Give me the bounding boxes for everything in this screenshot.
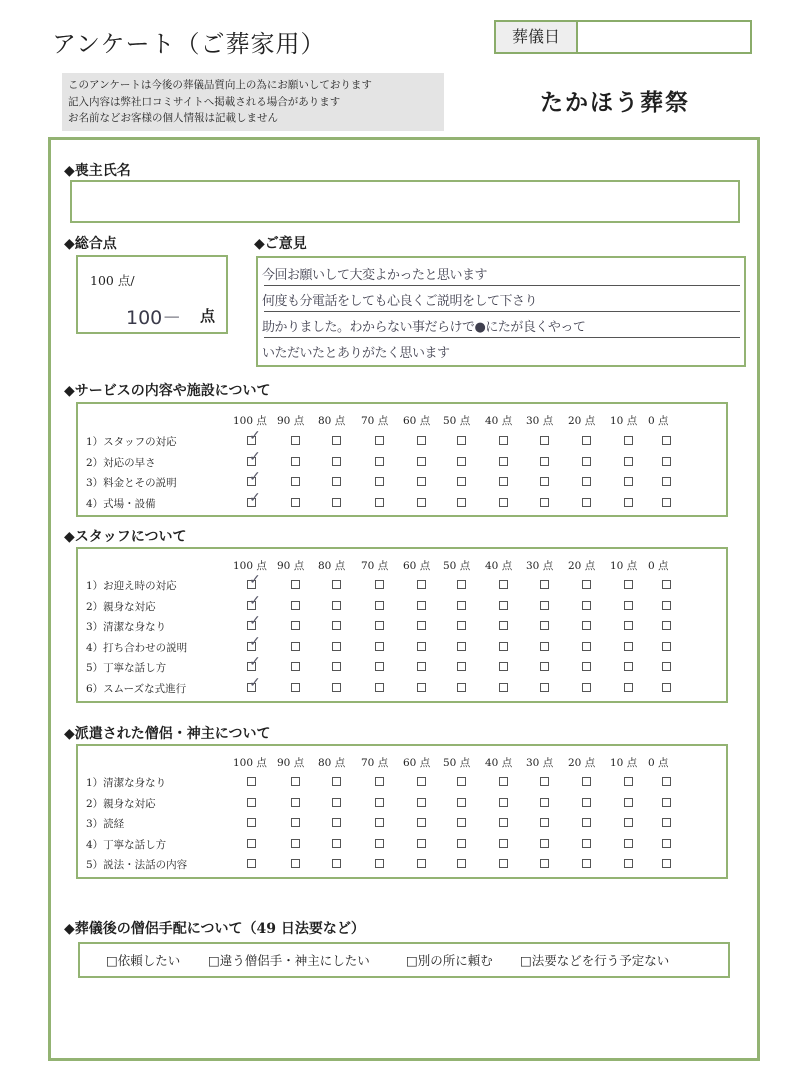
rating-checkbox[interactable] — [540, 436, 549, 445]
rating-checkbox[interactable] — [582, 621, 591, 630]
opinion-rule — [264, 285, 740, 286]
rating-checkbox[interactable] — [662, 580, 671, 589]
rating-checkbox[interactable] — [662, 621, 671, 630]
rating-checkbox[interactable] — [375, 839, 384, 848]
rating-checkbox[interactable] — [499, 777, 508, 786]
rating-checkbox[interactable] — [247, 642, 256, 651]
score-column-header: 20 点 — [568, 560, 596, 572]
score-column-header: 30 点 — [526, 757, 554, 769]
rating-checkbox[interactable] — [375, 777, 384, 786]
rating-checkbox[interactable] — [375, 498, 384, 507]
rating-checkbox[interactable] — [499, 580, 508, 589]
rating-checkbox[interactable] — [662, 777, 671, 786]
rating-checkbox[interactable] — [624, 662, 633, 671]
after-funeral-options — [78, 942, 730, 978]
rating-checkbox[interactable] — [457, 436, 466, 445]
option-request[interactable]: □依頼したい — [106, 953, 181, 968]
rating-checkbox[interactable] — [332, 621, 341, 630]
funeral-date-label: 葬儀日 — [496, 22, 578, 52]
rating-checkbox[interactable] — [582, 662, 591, 671]
option-different-priest[interactable]: □違う僧侶手・神主にしたい — [208, 953, 370, 968]
rating-checkbox[interactable] — [375, 642, 384, 651]
rating-checkbox[interactable] — [332, 601, 341, 610]
rating-checkbox[interactable] — [417, 777, 426, 786]
after-funeral-label: ◆葬儀後の僧侶手配について（49 日法要など） — [64, 921, 365, 937]
rating-checkbox[interactable] — [662, 859, 671, 868]
rating-checkbox[interactable] — [457, 662, 466, 671]
rating-checkbox[interactable] — [540, 662, 549, 671]
rating-checkbox[interactable] — [417, 683, 426, 692]
rating-checkbox[interactable] — [417, 580, 426, 589]
notice-line: お名前などお客様の個人情報は記載しません — [68, 112, 278, 124]
rating-checkbox[interactable] — [247, 457, 256, 466]
service-section-label: ◆サービスの内容や施設について — [64, 383, 271, 399]
rating-checkbox[interactable] — [332, 436, 341, 445]
rating-checkbox[interactable] — [417, 839, 426, 848]
rating-checkbox[interactable] — [540, 642, 549, 651]
rating-checkbox[interactable] — [332, 498, 341, 507]
score-column-header: 0 点 — [648, 757, 669, 769]
rating-item-label: 1）スタッフの対応 — [86, 436, 177, 448]
rating-checkbox[interactable] — [624, 477, 633, 486]
rating-checkbox[interactable] — [457, 601, 466, 610]
rating-checkbox[interactable] — [499, 642, 508, 651]
rating-checkbox[interactable] — [457, 498, 466, 507]
funeral-date-field[interactable] — [494, 20, 752, 54]
rating-checkbox[interactable] — [291, 859, 300, 868]
rating-item-label: 4）丁寧な話し方 — [86, 838, 167, 851]
score-column-header: 10 点 — [610, 757, 638, 769]
score-column-header: 50 点 — [443, 415, 471, 427]
rating-checkbox[interactable] — [417, 859, 426, 868]
rating-checkbox[interactable] — [457, 477, 466, 486]
rating-checkbox[interactable] — [540, 621, 549, 630]
rating-checkbox[interactable] — [662, 662, 671, 671]
rating-checkbox[interactable] — [332, 580, 341, 589]
rating-checkbox[interactable] — [457, 621, 466, 630]
rating-checkbox[interactable] — [332, 777, 341, 786]
opinion-rule — [264, 311, 740, 312]
rating-checkbox[interactable] — [375, 683, 384, 692]
rating-checkbox[interactable] — [582, 436, 591, 445]
rating-checkbox[interactable] — [540, 477, 549, 486]
rating-checkbox[interactable] — [499, 436, 508, 445]
rating-checkbox[interactable] — [499, 457, 508, 466]
rating-item-label: 2）対応の早さ — [86, 456, 156, 469]
rating-checkbox[interactable] — [332, 662, 341, 671]
rating-checkbox[interactable] — [417, 477, 426, 486]
rating-checkbox[interactable] — [291, 477, 300, 486]
rating-item-label: 4）式場・設備 — [86, 497, 156, 510]
score-column-header: 50 点 — [443, 560, 471, 572]
rating-checkbox[interactable] — [540, 818, 549, 827]
opinion-label: ◆ご意見 — [254, 236, 307, 252]
rating-checkbox[interactable] — [662, 436, 671, 445]
rating-checkbox[interactable] — [417, 662, 426, 671]
rating-checkbox[interactable] — [624, 498, 633, 507]
rating-checkbox[interactable] — [540, 580, 549, 589]
score-column-header: 40 点 — [485, 757, 513, 769]
rating-checkbox[interactable] — [582, 498, 591, 507]
rating-checkbox[interactable] — [375, 580, 384, 589]
privacy-notice — [62, 73, 444, 131]
rating-checkbox[interactable] — [417, 798, 426, 807]
rating-checkbox[interactable] — [624, 859, 633, 868]
rating-item-label: 5）説法・法話の内容 — [86, 859, 188, 871]
rating-checkbox[interactable] — [375, 436, 384, 445]
rating-item-label: 1）清潔な身なり — [86, 777, 167, 789]
rating-checkbox[interactable] — [247, 601, 256, 610]
rating-checkbox[interactable] — [332, 457, 341, 466]
company-name: たかほう葬祭 — [540, 89, 690, 116]
rating-checkbox[interactable] — [582, 457, 591, 466]
rating-checkbox[interactable] — [540, 498, 549, 507]
rating-checkbox[interactable] — [624, 839, 633, 848]
rating-checkbox[interactable] — [247, 436, 256, 445]
rating-checkbox[interactable] — [582, 798, 591, 807]
opinion-line: いただいたとありがたく思います — [262, 346, 450, 361]
rating-checkbox[interactable] — [291, 818, 300, 827]
score-column-header: 80 点 — [318, 560, 346, 572]
rating-item-label: 2）親身な対応 — [86, 797, 156, 810]
rating-checkbox[interactable] — [457, 839, 466, 848]
rating-checkbox[interactable] — [624, 777, 633, 786]
score-column-header: 30 点 — [526, 415, 554, 427]
total-score-unit: 点 — [200, 307, 216, 325]
rating-checkbox[interactable] — [332, 798, 341, 807]
opinion-line: 今回お願いして大変よかったと思います — [262, 268, 488, 283]
score-column-header: 50 点 — [443, 757, 471, 769]
opinion-rule — [264, 337, 740, 338]
rating-checkbox[interactable] — [375, 457, 384, 466]
rating-checkbox[interactable] — [499, 621, 508, 630]
rating-checkbox[interactable] — [375, 798, 384, 807]
rating-checkbox[interactable] — [499, 839, 508, 848]
rating-checkbox[interactable] — [457, 683, 466, 692]
score-column-header: 70 点 — [361, 415, 389, 427]
rating-checkbox[interactable] — [540, 798, 549, 807]
score-column-header: 100 点 — [233, 757, 267, 769]
rating-checkbox[interactable] — [291, 436, 300, 445]
rating-checkbox[interactable] — [291, 457, 300, 466]
notice-line: このアンケートは今後の葬儀品質向上の為にお願いしております — [68, 79, 372, 91]
rating-checkbox[interactable] — [332, 859, 341, 868]
rating-checkbox[interactable] — [375, 477, 384, 486]
rating-checkbox[interactable] — [417, 818, 426, 827]
rating-checkbox[interactable] — [662, 601, 671, 610]
rating-checkbox[interactable] — [582, 839, 591, 848]
score-column-header: 60 点 — [403, 560, 431, 572]
rating-checkbox[interactable] — [457, 777, 466, 786]
chief-mourner-label: ◆喪主氏名 — [64, 163, 131, 179]
total-score-field[interactable] — [76, 255, 228, 334]
rating-checkbox[interactable] — [499, 477, 508, 486]
rating-item-label: 2）親身な対応 — [86, 600, 156, 613]
score-column-header: 70 点 — [361, 560, 389, 572]
rating-checkbox[interactable] — [624, 642, 633, 651]
score-column-header: 90 点 — [277, 415, 305, 427]
rating-checkbox[interactable] — [582, 642, 591, 651]
rating-checkbox[interactable] — [247, 818, 256, 827]
rating-checkbox[interactable] — [375, 621, 384, 630]
rating-checkbox[interactable] — [457, 580, 466, 589]
rating-checkbox[interactable] — [457, 798, 466, 807]
rating-checkbox[interactable] — [375, 601, 384, 610]
rating-checkbox[interactable] — [540, 601, 549, 610]
rating-checkbox[interactable] — [247, 683, 256, 692]
score-column-header: 80 点 — [318, 415, 346, 427]
rating-checkbox[interactable] — [291, 498, 300, 507]
rating-checkbox[interactable] — [291, 839, 300, 848]
total-score-label: ◆総合点 — [64, 236, 117, 252]
survey-title: アンケート（ご葬家用） — [52, 30, 326, 58]
opinion-line: 助かりました。わからない事だらけで●にたが良くやって — [262, 320, 586, 335]
rating-checkbox[interactable] — [332, 818, 341, 827]
rating-checkbox[interactable] — [247, 662, 256, 671]
rating-checkbox[interactable] — [247, 477, 256, 486]
rating-item-label: 6）スムーズな式進行 — [86, 682, 187, 695]
rating-checkbox[interactable] — [291, 683, 300, 692]
score-column-header: 10 点 — [610, 415, 638, 427]
rating-checkbox[interactable] — [540, 683, 549, 692]
score-column-header: 60 点 — [403, 757, 431, 769]
priest-section-label: ◆派遣された僧侶・神主について — [64, 726, 271, 742]
score-column-header: 80 点 — [318, 757, 346, 769]
score-column-header: 100 点 — [233, 560, 267, 572]
rating-item-label: 3）清潔な身なり — [86, 621, 167, 633]
rating-checkbox[interactable] — [662, 477, 671, 486]
score-column-header: 70 点 — [361, 757, 389, 769]
rating-checkbox[interactable] — [375, 859, 384, 868]
rating-checkbox[interactable] — [662, 798, 671, 807]
score-column-header: 100 点 — [233, 415, 267, 427]
score-column-header: 40 点 — [485, 415, 513, 427]
rating-checkbox[interactable] — [499, 859, 508, 868]
score-column-header: 30 点 — [526, 560, 554, 572]
rating-checkbox[interactable] — [540, 859, 549, 868]
rating-checkbox[interactable] — [582, 580, 591, 589]
rating-checkbox[interactable] — [247, 798, 256, 807]
rating-checkbox[interactable] — [247, 580, 256, 589]
rating-checkbox[interactable] — [624, 798, 633, 807]
rating-item-label: 3）料金とその説明 — [86, 477, 177, 489]
rating-checkbox[interactable] — [499, 818, 508, 827]
rating-checkbox[interactable] — [291, 580, 300, 589]
rating-checkbox[interactable] — [499, 683, 508, 692]
rating-checkbox[interactable] — [457, 642, 466, 651]
option-no-plan[interactable]: □法要などを行う予定ない — [520, 953, 670, 968]
rating-checkbox[interactable] — [332, 642, 341, 651]
staff-section-label: ◆スタッフについて — [64, 529, 187, 545]
rating-checkbox[interactable] — [624, 621, 633, 630]
rating-checkbox[interactable] — [582, 477, 591, 486]
rating-checkbox[interactable] — [291, 798, 300, 807]
rating-checkbox[interactable] — [247, 839, 256, 848]
rating-checkbox[interactable] — [624, 601, 633, 610]
rating-checkbox[interactable] — [624, 436, 633, 445]
rating-checkbox[interactable] — [417, 457, 426, 466]
notice-line: 記入内容は弊社口コミサイトへ掲載される場合があります — [68, 95, 341, 108]
rating-checkbox[interactable] — [624, 683, 633, 692]
rating-checkbox[interactable] — [291, 777, 300, 786]
rating-checkbox[interactable] — [291, 601, 300, 610]
rating-checkbox[interactable] — [417, 601, 426, 610]
rating-item-label: 5）丁寧な話し方 — [86, 662, 167, 674]
rating-checkbox[interactable] — [499, 498, 508, 507]
rating-checkbox[interactable] — [291, 621, 300, 630]
rating-checkbox[interactable] — [417, 642, 426, 651]
rating-checkbox[interactable] — [375, 818, 384, 827]
rating-checkbox[interactable] — [332, 683, 341, 692]
rating-checkbox[interactable] — [499, 662, 508, 671]
rating-checkbox[interactable] — [624, 580, 633, 589]
rating-checkbox[interactable] — [332, 839, 341, 848]
score-column-header: 10 点 — [610, 560, 638, 572]
total-score-max: 100 点/ — [90, 273, 135, 288]
score-column-header: 40 点 — [485, 560, 513, 572]
score-column-header: 60 点 — [403, 415, 431, 427]
rating-checkbox[interactable] — [457, 457, 466, 466]
rating-checkbox[interactable] — [582, 818, 591, 827]
rating-checkbox[interactable] — [457, 859, 466, 868]
rating-checkbox[interactable] — [540, 777, 549, 786]
rating-checkbox[interactable] — [375, 662, 384, 671]
rating-checkbox[interactable] — [417, 621, 426, 630]
chief-mourner-field[interactable] — [70, 180, 740, 223]
rating-checkbox[interactable] — [291, 662, 300, 671]
rating-checkbox[interactable] — [662, 642, 671, 651]
rating-item-label: 4）打ち合わせの説明 — [86, 641, 188, 654]
rating-checkbox[interactable] — [662, 683, 671, 692]
score-column-header: 90 点 — [277, 560, 305, 572]
option-other-place[interactable]: □別の所に頼む — [406, 953, 493, 968]
rating-checkbox[interactable] — [662, 818, 671, 827]
rating-checkbox[interactable] — [499, 798, 508, 807]
rating-checkbox[interactable] — [499, 601, 508, 610]
rating-checkbox[interactable] — [582, 601, 591, 610]
rating-checkbox[interactable] — [540, 839, 549, 848]
rating-checkbox[interactable] — [624, 457, 633, 466]
opinion-line: 何度も分電話をしても心良くご説明をして下さり — [262, 294, 538, 309]
rating-checkbox[interactable] — [540, 457, 549, 466]
rating-checkbox[interactable] — [247, 621, 256, 630]
score-column-header: 0 点 — [648, 560, 669, 572]
rating-checkbox[interactable] — [662, 498, 671, 507]
rating-checkbox[interactable] — [247, 859, 256, 868]
rating-checkbox[interactable] — [624, 818, 633, 827]
rating-checkbox[interactable] — [291, 642, 300, 651]
score-column-header: 0 点 — [648, 415, 669, 427]
rating-checkbox[interactable] — [457, 818, 466, 827]
rating-checkbox[interactable] — [332, 477, 341, 486]
rating-checkbox[interactable] — [582, 777, 591, 786]
score-column-header: 90 点 — [277, 757, 305, 769]
score-column-header: 20 点 — [568, 415, 596, 427]
score-column-header: 20 点 — [568, 757, 596, 769]
rating-checkbox[interactable] — [662, 839, 671, 848]
rating-item-label: 3）読経 — [86, 818, 125, 830]
rating-checkbox[interactable] — [582, 683, 591, 692]
rating-checkbox[interactable] — [417, 436, 426, 445]
rating-checkbox[interactable] — [582, 859, 591, 868]
rating-checkbox[interactable] — [247, 498, 256, 507]
total-score-value: 100－ — [126, 307, 182, 329]
rating-checkbox[interactable] — [247, 777, 256, 786]
rating-item-label: 1）お迎え時の対応 — [86, 580, 177, 592]
rating-checkbox[interactable] — [417, 498, 426, 507]
rating-checkbox[interactable] — [662, 457, 671, 466]
